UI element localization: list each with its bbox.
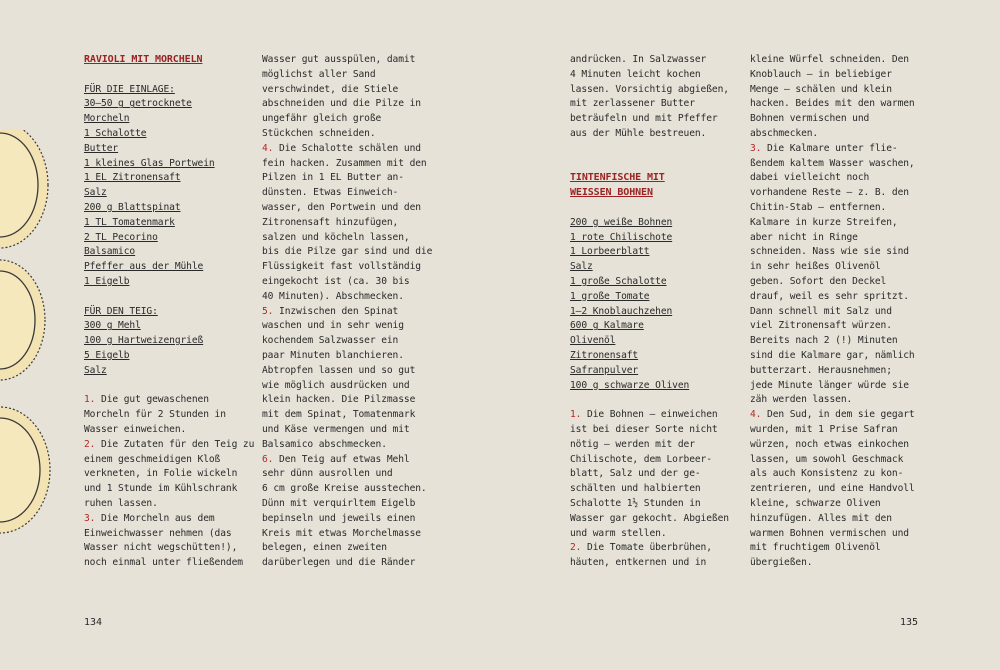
line-text: Die Tomate überbrühen,	[581, 542, 712, 554]
text-line	[750, 275, 925, 290]
text-line	[262, 216, 437, 231]
text-line	[750, 97, 925, 112]
text-line	[570, 527, 745, 542]
text-line	[262, 319, 437, 334]
line-text: sind die Kalmare gar, nämlich	[750, 349, 915, 361]
text-line	[750, 186, 925, 201]
line-text: belegen, einen zweiten	[262, 542, 387, 554]
line-text: mit dem Spinat, Tomatenmark	[262, 409, 416, 421]
line-text: einem geschmeidigen Kloß	[84, 453, 221, 465]
ingredient-item: 30–50 g getrocknete	[84, 98, 192, 110]
text-line	[262, 364, 437, 379]
text-line	[750, 305, 925, 320]
line-text: Balsamico abschmecken.	[262, 438, 387, 450]
line-text: hacken. Beides mit den warmen	[750, 98, 915, 110]
line-text: butterzart. Herausnehmen;	[750, 364, 892, 376]
line-text: ist bei dieser Sorte nicht	[570, 423, 718, 435]
ingredient-item: Pfeffer aus der Mühle	[84, 261, 204, 273]
text-line	[262, 186, 437, 201]
text-line	[262, 334, 437, 349]
line-text: Morcheln für 2 Stunden in	[84, 409, 226, 421]
line-text: bepinseln und jeweils einen	[262, 512, 416, 524]
step-number: 4.	[750, 409, 762, 421]
text-line	[750, 497, 925, 512]
step-number: 1.	[570, 409, 582, 421]
text-line	[750, 127, 925, 142]
text-line	[750, 157, 925, 172]
text-line	[262, 438, 437, 453]
text-line	[262, 245, 437, 260]
column-4	[750, 53, 925, 571]
line-text: 4 Minuten leicht kochen	[570, 68, 701, 80]
line-text: Die Schalotte schälen und	[273, 142, 421, 154]
line-text: warmen Bohnen vermischen und	[750, 527, 909, 539]
text-line	[750, 142, 925, 157]
line-text: drauf, weil es sehr spritzt.	[750, 290, 909, 302]
ingredient-item: Butter	[84, 142, 119, 154]
line-text: Zitronensaft hinzufügen,	[262, 216, 399, 228]
line-text: Die gut gewaschenen	[95, 394, 209, 406]
line-text: hinzufügen. Alles mit den	[750, 512, 892, 524]
line-text: Abtropfen lassen und so gut	[262, 364, 416, 376]
line-text: aber nicht in Ringe	[750, 231, 858, 243]
ingredient-item: 5 Eigelb	[84, 349, 130, 361]
text-line	[570, 541, 745, 556]
line-text: und warm stellen.	[570, 527, 667, 539]
line-text: Dünn mit verquirltem Eigelb	[262, 497, 416, 509]
section-heading-dough: FÜR DEN TEIG:	[84, 305, 158, 317]
line-text: Wasser einweichen.	[84, 423, 187, 435]
line-text: jede Minute länger würde sie	[750, 379, 909, 391]
text-line	[84, 541, 259, 556]
line-text: kleine Würfel schneiden. Den	[750, 54, 909, 65]
step-number: 2.	[84, 438, 96, 450]
text-line	[570, 512, 745, 527]
line-text: übergießen.	[750, 557, 813, 569]
ingredient-item: 2 TL Pecorino	[84, 231, 158, 243]
instructions-col1	[84, 393, 259, 571]
line-text: dünsten. Etwas Einweich-	[262, 187, 399, 199]
line-text: salzen und köcheln lassen,	[262, 231, 410, 243]
line-text: ßendem kaltem Wasser waschen,	[750, 157, 915, 169]
line-text: Wasser gar gekocht. Abgießen	[570, 512, 729, 524]
text-line	[750, 68, 925, 83]
text-line	[570, 112, 745, 127]
text-line	[750, 112, 925, 127]
line-text: fein hacken. Zusammen mit den	[262, 157, 427, 169]
ingredient-item: Zitronensaft	[570, 349, 639, 361]
ingredient-item: 1–2 Knoblauchzehen	[570, 305, 673, 317]
line-text: und Käse vermengen und mit	[262, 423, 410, 435]
step-number: 1.	[84, 394, 96, 406]
text-line	[262, 467, 437, 482]
line-text: ruhen lassen.	[84, 497, 158, 509]
recipe-title-ravioli: RAVIOLI MIT MORCHELN	[84, 54, 203, 65]
line-text: schneiden. Nass wie sie sind	[750, 246, 909, 258]
line-text: zentrieren, und eine Handvoll	[750, 483, 915, 495]
text-line	[570, 68, 745, 83]
text-line	[262, 349, 437, 364]
line-text: Einweichwasser nehmen (das	[84, 527, 232, 539]
line-text: blatt, Salz und der ge-	[570, 468, 701, 480]
text-line	[262, 423, 437, 438]
text-line	[750, 408, 925, 423]
line-text: wasser, den Portwein und den	[262, 201, 421, 213]
line-text: beträufeln und mit Pfeffer	[570, 113, 718, 125]
text-line	[262, 512, 437, 527]
section-heading-filling: FÜR DIE EINLAGE:	[84, 83, 175, 95]
line-text: schälten und halbierten	[570, 483, 701, 495]
text-line	[262, 541, 437, 556]
line-text: bis die Pilze gar sind und die	[262, 246, 433, 258]
page-number-right: 135	[900, 617, 919, 628]
recipe-title-squid-line2: WEISSEN BOHNEN	[570, 187, 653, 199]
ingredient-item: 1 EL Zitronensaft	[84, 172, 181, 184]
line-text: Knoblauch – in beliebiger	[750, 68, 892, 80]
text-line	[750, 201, 925, 216]
line-text: Schalotte 1½ Stunden in	[570, 497, 701, 509]
ingredient-item: 1 Lorbeerblatt	[570, 246, 650, 258]
line-text: verkneten, in Folie wickeln	[84, 468, 238, 480]
text-line	[262, 53, 437, 68]
text-line	[750, 319, 925, 334]
text-line	[750, 260, 925, 275]
text-line	[262, 260, 437, 275]
line-text: lassen, um sowohl Geschmack	[750, 453, 904, 465]
text-line	[750, 556, 925, 571]
text-line	[84, 482, 259, 497]
line-text: Inzwischen den Spinat	[273, 305, 399, 317]
ingredient-item: 100 g Hartweizengrieß	[84, 335, 204, 347]
instructions-col4	[750, 53, 925, 571]
line-text: wie möglich ausdrücken und	[262, 379, 410, 391]
text-line	[262, 408, 437, 423]
text-line	[570, 97, 745, 112]
text-line	[570, 408, 745, 423]
text-line	[570, 482, 745, 497]
ingredient-list-squid	[570, 216, 745, 394]
text-line	[570, 497, 745, 512]
step-number: 4.	[262, 142, 274, 154]
text-line	[262, 83, 437, 98]
ingredient-item: 1 kleines Glas Portwein	[84, 157, 215, 169]
line-text: dabei vielleicht noch	[750, 172, 870, 184]
text-line	[750, 482, 925, 497]
line-text: zäh werden lassen.	[750, 394, 853, 406]
ingredient-item: Morcheln	[84, 113, 130, 125]
text-line	[262, 527, 437, 542]
text-line	[570, 467, 745, 482]
line-text: Die Kalmare unter flie-	[761, 142, 898, 154]
line-text: kleine, schwarze Oliven	[750, 497, 881, 509]
text-line	[750, 245, 925, 260]
ingredient-item: 200 g weiße Bohnen	[570, 216, 673, 228]
ingredient-item: 1 TL Tomatenmark	[84, 216, 175, 228]
ravioli-illustration	[0, 130, 60, 550]
text-line	[262, 142, 437, 157]
ingredient-item: Salz	[570, 261, 593, 273]
instructions-col2	[262, 53, 437, 571]
instructions-col3	[570, 408, 745, 571]
ingredient-item: 1 rote Chilischote	[570, 231, 673, 243]
text-line	[84, 527, 259, 542]
text-line	[84, 393, 259, 408]
text-line	[570, 53, 745, 68]
text-line	[262, 201, 437, 216]
line-text: sehr dünn ausrollen und	[262, 468, 393, 480]
text-line	[262, 275, 437, 290]
text-line	[84, 556, 259, 571]
text-line	[84, 453, 259, 468]
line-text: Kreis mit etwas Morchelmasse	[262, 527, 421, 539]
line-text: lassen. Vorsichtig abgießen,	[570, 83, 729, 95]
text-line	[84, 467, 259, 482]
step-number: 3.	[750, 142, 762, 154]
ingredient-item: 1 Schalotte	[84, 127, 147, 139]
line-text: Kalmare in kurze Streifen,	[750, 216, 898, 228]
text-line	[750, 423, 925, 438]
text-line	[570, 83, 745, 98]
text-line	[262, 453, 437, 468]
line-text: verschwindet, die Stiele	[262, 83, 399, 95]
text-line	[84, 423, 259, 438]
ingredient-item: Salz	[84, 364, 107, 376]
text-line	[750, 379, 925, 394]
line-text: klein hacken. Die Pilzmasse	[262, 394, 416, 406]
line-text: noch einmal unter fließendem	[84, 557, 243, 569]
text-line	[84, 497, 259, 512]
line-text: eingekocht ist (ca. 30 bis	[262, 275, 410, 287]
line-text: möglichst aller Sand	[262, 68, 376, 80]
page-number-left: 134	[84, 617, 103, 628]
ingredient-item: 200 g Blattspinat	[84, 201, 181, 213]
line-text: in sehr heißes Olivenöl	[750, 261, 881, 273]
text-line	[262, 127, 437, 142]
line-text: häuten, entkernen und in	[570, 557, 707, 569]
column-1	[84, 53, 259, 571]
line-text: kochendem Salzwasser ein	[262, 335, 399, 347]
line-text: mit zerlassener Butter	[570, 98, 695, 110]
text-line	[262, 97, 437, 112]
text-line	[750, 364, 925, 379]
ingredient-item: Safranpulver	[570, 364, 639, 376]
text-line	[570, 423, 745, 438]
line-text: vorhandene Reste – z. B. den	[750, 187, 909, 199]
text-line	[750, 216, 925, 231]
line-text: 6 cm große Kreise ausstechen.	[262, 483, 427, 495]
text-line	[750, 453, 925, 468]
column-3	[570, 53, 745, 571]
text-line	[750, 334, 925, 349]
step-number: 2.	[570, 542, 582, 554]
line-text: Bohnen vermischen und	[750, 113, 870, 125]
text-line	[750, 527, 925, 542]
ingredient-item: Olivenöl	[570, 335, 616, 347]
text-line	[84, 408, 259, 423]
text-line	[750, 393, 925, 408]
text-line	[262, 290, 437, 305]
line-text: abschmecken.	[750, 127, 819, 139]
line-text: Die Zutaten für den Teig zu	[95, 438, 255, 450]
step-number: 6.	[262, 453, 274, 465]
text-line	[750, 512, 925, 527]
text-line	[570, 438, 745, 453]
text-line	[750, 467, 925, 482]
instructions-col3-top	[570, 53, 745, 142]
ingredient-item: 100 g schwarze Oliven	[570, 379, 690, 391]
text-line	[750, 83, 925, 98]
text-line	[262, 482, 437, 497]
column-2	[262, 53, 437, 571]
ingredient-list-dough	[84, 319, 259, 378]
line-text: Menge – schälen und klein	[750, 83, 892, 95]
line-text: wurden, mit 1 Prise Safran	[750, 423, 898, 435]
text-line	[262, 68, 437, 83]
line-text: Chitin-Stab – entfernen.	[750, 201, 887, 213]
line-text: mit fruchtigem Olivenöl	[750, 542, 881, 554]
line-text: darüberlegen und die Ränder	[262, 557, 416, 569]
text-line	[84, 438, 259, 453]
text-line	[750, 171, 925, 186]
line-text: Wasser gut ausspülen, damit	[262, 54, 416, 65]
line-text: würzen, noch etwas einkochen	[750, 438, 909, 450]
text-line	[570, 127, 745, 142]
line-text: und 1 Stunde im Kühlschrank	[84, 483, 238, 495]
line-text: geben. Sofort den Deckel	[750, 275, 887, 287]
ingredient-item: 600 g Kalmare	[570, 320, 644, 332]
line-text: andrücken. In Salzwasser	[570, 54, 707, 65]
line-text: viel Zitronensaft würzen.	[750, 320, 892, 332]
text-line	[750, 231, 925, 246]
line-text: Die Bohnen – einweichen	[581, 409, 718, 421]
text-line	[262, 497, 437, 512]
text-line	[570, 556, 745, 571]
ingredient-item: Salz	[84, 187, 107, 199]
line-text: Chilischote, dem Lorbeer-	[570, 453, 712, 465]
text-line	[262, 112, 437, 127]
line-text: waschen und in sehr wenig	[262, 320, 404, 332]
recipe-title-squid-line1: TINTENFISCHE MIT	[570, 172, 665, 184]
text-line	[262, 393, 437, 408]
text-line	[84, 512, 259, 527]
ingredient-item: 1 große Schalotte	[570, 275, 667, 287]
line-text: Bereits nach 2 (!) Minuten	[750, 335, 898, 347]
line-text: 40 Minuten). Abschmecken.	[262, 290, 404, 302]
text-line	[262, 379, 437, 394]
ingredient-item: 300 g Mehl	[84, 320, 141, 332]
line-text: Flüssigkeit fast vollständig	[262, 261, 421, 273]
line-text: ungefähr gleich große	[262, 113, 382, 125]
text-line	[750, 349, 925, 364]
line-text: Pilzen in 1 EL Butter an-	[262, 172, 404, 184]
ingredient-item: Balsamico	[84, 246, 136, 258]
line-text: Dann schnell mit Salz und	[750, 305, 892, 317]
text-line	[262, 171, 437, 186]
line-text: Die Morcheln aus dem	[95, 512, 215, 524]
ingredient-item: 1 Eigelb	[84, 275, 130, 287]
line-text: Den Sud, in dem sie gegart	[761, 409, 915, 421]
line-text: paar Minuten blanchieren.	[262, 349, 404, 361]
text-line	[570, 453, 745, 468]
text-line	[262, 556, 437, 571]
step-number: 5.	[262, 305, 274, 317]
ingredient-item: 1 große Tomate	[570, 290, 650, 302]
line-text: aus der Mühle bestreuen.	[570, 127, 707, 139]
line-text: Den Teig auf etwas Mehl	[273, 453, 410, 465]
line-text: abschneiden und die Pilze in	[262, 98, 421, 110]
text-line	[262, 157, 437, 172]
text-line	[750, 290, 925, 305]
ingredient-list-filling	[84, 97, 259, 289]
text-line	[750, 438, 925, 453]
text-line	[750, 541, 925, 556]
text-line	[750, 53, 925, 68]
line-text: Wasser nicht wegschütten!),	[84, 542, 238, 554]
text-line	[262, 305, 437, 320]
line-text: als auch Konsistenz zu kon-	[750, 468, 904, 480]
line-text: nötig – werden mit der	[570, 438, 695, 450]
line-text: Stückchen schneiden.	[262, 127, 376, 139]
text-line	[262, 231, 437, 246]
step-number: 3.	[84, 512, 96, 524]
